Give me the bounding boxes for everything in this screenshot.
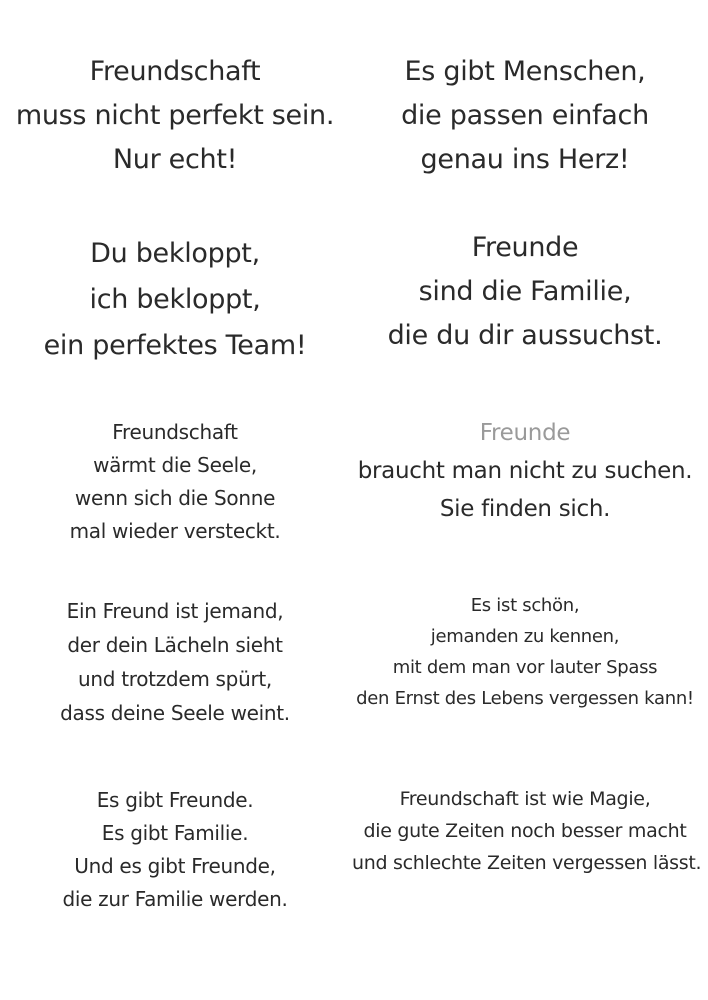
quote-line: wärmt die Seele,	[93, 453, 257, 477]
quote-line: sind die Familie,	[418, 276, 632, 307]
quote-6	[355, 414, 695, 528]
quote-line: Es gibt Familie.	[101, 821, 249, 845]
quote-line: mal wieder versteckt.	[69, 519, 281, 543]
quote-2	[355, 50, 695, 182]
quote-9	[10, 784, 340, 916]
quote-line: muss nicht perfekt sein.	[15, 100, 335, 131]
quote-line: Freunde	[479, 420, 571, 446]
quote-line: Freundschaft	[112, 420, 238, 444]
quote-line: Es gibt Menschen,	[404, 56, 646, 87]
quote-5	[10, 416, 340, 548]
quote-line: Es ist schön,	[470, 595, 580, 616]
quote-line: und trotzdem spürt,	[78, 667, 272, 691]
quote-line: mit dem man vor lauter Spass	[392, 657, 658, 678]
quote-line: den Ernst des Lebens vergessen kann!	[356, 688, 694, 709]
quote-line: die gute Zeiten noch besser macht	[363, 820, 687, 842]
quote-line: und schlechte Zeiten vergessen lässt.	[352, 852, 702, 874]
quote-line: die du dir aussuchst.	[387, 320, 663, 351]
quote-line: Es gibt Freunde.	[96, 788, 254, 812]
quote-line: die zur Familie werden.	[62, 887, 288, 911]
quote-line: ich bekloppt,	[89, 284, 261, 315]
quote-7	[10, 594, 340, 730]
quote-line: Nur echt!	[112, 144, 238, 175]
quote-8	[352, 590, 698, 714]
quote-line: der dein Lächeln sieht	[67, 633, 283, 657]
quote-10	[352, 783, 702, 879]
quote-4	[355, 226, 695, 358]
quote-1	[10, 50, 340, 182]
quote-line: wenn sich die Sonne	[74, 486, 276, 510]
quote-line: Ein Freund ist jemand,	[66, 599, 284, 623]
quote-line: Du bekloppt,	[90, 238, 260, 269]
quote-line: Sie finden sich.	[439, 496, 611, 522]
quote-line: die passen einfach	[401, 100, 649, 131]
quote-line: Freunde	[471, 232, 579, 263]
quote-line: jemanden zu kennen,	[430, 626, 620, 647]
quote-line: Freundschaft ist wie Magie,	[399, 788, 651, 810]
quote-line: genau ins Herz!	[420, 144, 630, 175]
quote-line: ein perfektes Team!	[43, 330, 307, 361]
quote-line: braucht man nicht zu suchen.	[357, 458, 693, 484]
quote-3	[10, 231, 340, 369]
quote-line: Und es gibt Freunde,	[74, 854, 276, 878]
quote-line: dass deine Seele weint.	[60, 701, 290, 725]
quote-line: Freundschaft	[89, 56, 261, 87]
